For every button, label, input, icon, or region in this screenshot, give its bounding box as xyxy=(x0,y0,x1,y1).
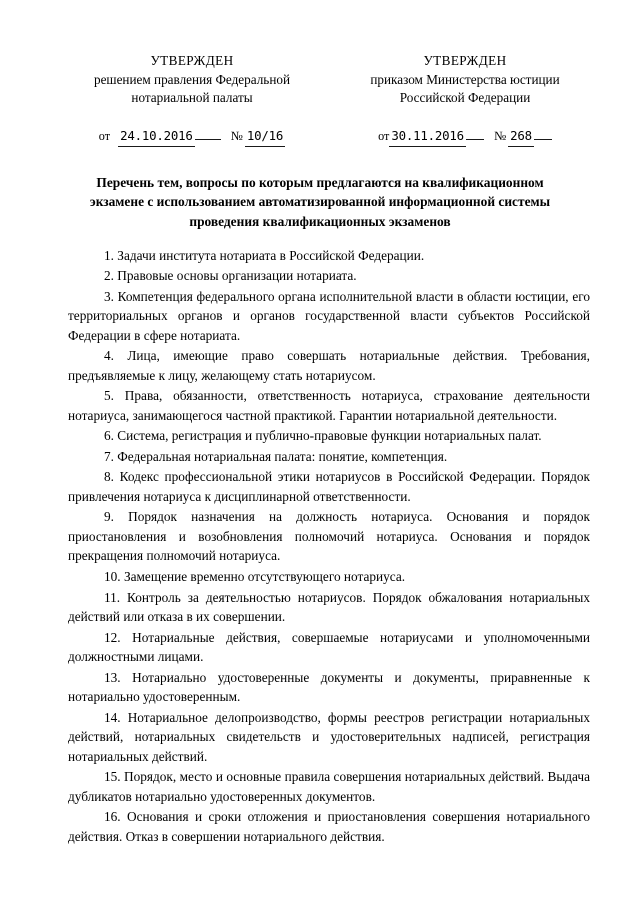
list-item: 8. Кодекс профессиональной этики нотариусов в Российской Федерации. Порядок привлечения нотариуса к дисциплинарной ответственности. xyxy=(68,469,590,504)
date-value-left: 24.10.2016 xyxy=(118,127,195,147)
list-item: 16. Основания и сроки отложения и приостановления совершения нотариального действия. Отказ в совершении нотариального действия. xyxy=(68,809,590,844)
list-item: 3. Компетенция федерального органа исполнительной власти в области юстиции, его территориальных органов и органов государственной власти субъектов Российской Федерации в сфере нотариата. xyxy=(68,288,590,343)
number-value-right: 268 xyxy=(508,127,534,147)
page-title-line-1: Перечень тем, вопросы по которым предлагаются на квалификационном xyxy=(96,174,544,190)
date-prefix-left: от xyxy=(98,129,111,144)
approval-authority-right-line1: приказом Министерства юстиции xyxy=(370,71,560,87)
number-rule-right xyxy=(534,128,552,140)
list-item: 2. Правовые основы организации нотариата. xyxy=(104,268,357,284)
number-mark-right: № xyxy=(493,129,507,144)
list-item: 13. Нотариально удостоверенные документы и документы, приравненные к нотариально удостоверенным. xyxy=(68,669,590,705)
list-item: 15. Порядок, место и основные правила совершения нотариальных действий. Выдача дубликатов нотариально удостоверенных документов. xyxy=(68,769,590,804)
list-item: 10. Замещение временно отсутствующего нотариуса. xyxy=(104,569,406,584)
approval-authority-left-line2: нотариальной палаты xyxy=(131,90,253,106)
date-prefix-right: от xyxy=(378,129,390,144)
list-item: 7. Федеральная нотариальная палата: понятие, компетенция. xyxy=(104,448,448,464)
list-item: 12. Нотариальные действия, совершаемые нотариусами и уполномоченными должностными лицами. xyxy=(68,629,590,665)
approval-block-right xyxy=(340,52,590,147)
date-value-right: 30.11.2016 xyxy=(389,127,466,147)
date-rule-right xyxy=(466,128,484,140)
page-title-line-2: экзамене с использованием автоматизированной информационной системы xyxy=(89,194,551,210)
page-title xyxy=(62,173,578,232)
approval-label-left: УТВЕРЖДЕН xyxy=(150,53,234,68)
number-mark-left: № xyxy=(230,129,243,144)
doc-reference-right xyxy=(340,127,590,147)
approval-label-right: УТВЕРЖДЕН xyxy=(423,53,507,68)
approval-authority-left-line1: решением правления Федеральной xyxy=(93,71,291,87)
list-item: 9. Порядок назначения на должность нотариуса. Основания и порядок приостановления и возобновления полномочий нотариуса. Основания и порядок прекращения полномочий нотариуса. xyxy=(68,509,590,564)
page-title-line-3: проведения квалификационных экзаменов xyxy=(189,213,451,229)
approval-header xyxy=(0,0,640,147)
date-rule-left xyxy=(195,128,221,140)
list-item: 14. Нотариальное делопроизводство, формы реестров регистрации нотариальных действий, нотариальных свидетельств и удостоверительных надписей, регистрация нотариальных действий. xyxy=(68,709,590,764)
approval-authority-right-line2: Российской Федерации xyxy=(399,90,531,106)
list-item: 4. Лица, имеющие право совершать нотариальные действия. Требования, предъявляемые к лицу, желающему стать нотариусом. xyxy=(68,348,590,383)
list-item: 5. Права, обязанности, ответственность нотариуса, страхование деятельности нотариуса, занимающегося частной практикой. Гарантии нотариальной деятельности. xyxy=(68,388,590,423)
number-value-left: 10/16 xyxy=(245,127,285,147)
list-item: 6. Система, регистрация и публично-правовые функции нотариальных палат. xyxy=(104,428,542,444)
doc-reference-left xyxy=(68,127,316,147)
list-item: 11. Контроль за деятельностью нотариусов. Порядок обжалования нотариальных действий или отказа в их совершении. xyxy=(68,589,590,625)
approval-block-left xyxy=(68,52,316,147)
list-item: 1. Задачи института нотариата в Российской Федерации. xyxy=(104,247,425,263)
topic-list xyxy=(68,246,590,847)
